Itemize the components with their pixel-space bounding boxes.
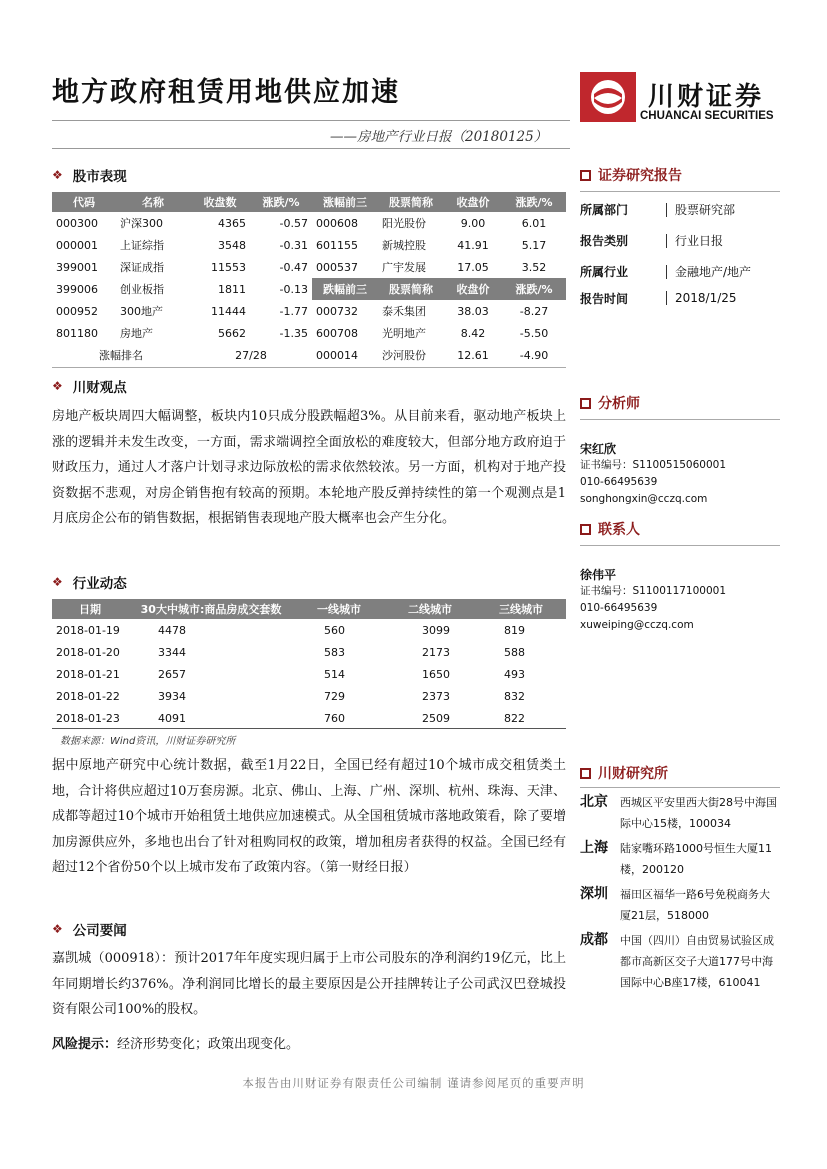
diamond-icon: ❖ [52, 168, 63, 182]
header-rule-bottom [52, 148, 570, 149]
diamond-icon: ❖ [52, 379, 63, 393]
square-icon [580, 170, 591, 181]
table-header-row: 代码 名称 收盘数 涨跌/% 涨幅前三 股票简称 收盘价 涨跌/% [52, 192, 566, 212]
page-title: 地方政府租赁用地供应加速 [52, 77, 400, 108]
contact-panel [580, 519, 780, 634]
table-row: 000300 沪深300 4365 -0.57 000608 阳光股份 9.00 6.01 [56, 216, 547, 230]
analyst-cert: 证书编号：S1100515060001 [580, 459, 727, 471]
divider [580, 545, 780, 546]
market-table-wrap [52, 192, 566, 366]
divider [580, 419, 780, 420]
risk-note: 风险提示：经济形势变化；政策出现变化。 [52, 1037, 300, 1052]
table-row: 000001 上证综指 3548 -0.31 601155 新城控股 41.91 5.17 [56, 238, 547, 252]
divider [580, 191, 780, 192]
company-logo [580, 72, 636, 122]
contact-cert: 证书编号：S1100117100001 [580, 585, 727, 597]
table-row: 2018-01-21 2657 514 1650 493 [56, 667, 525, 681]
city-row-chengdu: 成都 中国（四川）自由贸易试验区成都市高新区交子大道177号中海国际中心B座17楼，610041 [580, 932, 774, 989]
company-paragraph: 嘉凯城（000918）：预计2017年年度实现归属于上市公司股东的净利润约19亿元，比上年同期增长约376%。净利润同比增长的最主要原因是公开挂牌转让子公司武汉巴登城投资有限公司100%的股权。 [52, 951, 566, 1018]
logo-text-en: CHUANCAI SECURITIES [640, 110, 774, 122]
city-row-shenzhen: 深圳 福田区福华一路6号免税商务大厦21层，518000 [580, 886, 770, 922]
diamond-icon: ❖ [52, 575, 63, 589]
section-heading-market: ❖ 股市表现 [52, 168, 127, 185]
city-row-beijing: 北京 西城区平安里西大街28号中海国际中心15楼，100034 [580, 794, 777, 830]
info-row: 所属部门 股票研究部 [580, 202, 736, 217]
table-row: 000952 300地产 11444 -1.77 000732 泰禾集团 38.03 -8.27 [56, 304, 549, 318]
table-row: 涨幅排名 27/28 000014 沙河股份 12.61 -4.90 [99, 348, 549, 362]
table-row: 2018-01-19 4478 560 3099 819 [56, 623, 525, 637]
info-row: 所属行业 金融地产/地产 [580, 264, 752, 279]
square-icon [580, 768, 591, 779]
table-row: 2018-01-23 4091 760 2509 822 [56, 711, 525, 725]
analyst-phone: 010-66495639 [580, 476, 658, 488]
section-heading-company: ❖ 公司要闻 [52, 922, 127, 939]
table-header-row: 日期 30大中城市:商品房成交套数 一线城市 二线城市 三线城市 [52, 599, 566, 619]
city-row-shanghai: 上海 陆家嘴环路1000号恒生大厦11楼，200120 [580, 840, 772, 876]
info-row: 报告时间 2018/1/25 [580, 291, 737, 306]
page-subtitle: ——房地产行业日报（20180125） [330, 129, 548, 145]
table-row: 2018-01-22 3934 729 2373 832 [56, 689, 525, 703]
analyst-name: 宋红欣 [580, 442, 617, 456]
market-table [52, 192, 566, 366]
square-icon [580, 524, 591, 535]
view-paragraph: 房地产板块周四大幅调整，板块内10只成分股跌幅超3%。从目前来看，驱动地产板块上涨的逻辑并未发生改变，一方面，需求端调控全面放松的难度较大，但部分地方政府迫于财政压力，通过人才落户计划寻求边际放松的需求依然较浓。另一方面，机构对于地产投资数据不悲观，对房企销售抱有较高的预期。本轮地产股反弹持续性的第一个观测点是1月底房企公布的销售数据，根据销售表现地产股大概率也会产生分化。 [52, 409, 566, 527]
contact-heading: 联系人 [580, 519, 780, 539]
divider [52, 367, 566, 368]
divider [580, 787, 780, 788]
table-row: 399001 深证成指 11553 -0.47 000537 广宇发展 17.05 3.52 [56, 260, 547, 274]
data-source-note: 数据来源：Wind资讯，川财证券研究所 [60, 736, 236, 747]
footer-disclaimer: 本报告由川财证券有限责任公司编制 谨请参阅尾页的重要声明 [242, 1076, 585, 1090]
contact-phone: 010-66495639 [580, 602, 658, 614]
contact-name: 徐伟平 [580, 568, 617, 582]
section-heading-view: ❖ 川财观点 [52, 379, 127, 396]
header-rule [52, 120, 570, 121]
industry-table [52, 599, 566, 729]
diamond-icon: ❖ [52, 922, 63, 936]
table-row: 399006 创业板指 1811 -0.13 跌幅前三 股票简称 收盘价 涨跌/% [52, 278, 566, 300]
industry-paragraph: 据中原地产研究中心统计数据，截至1月22日，全国已经有超过10个城市成交租赁类土地，合计将供应超过10万套房源。北京、佛山、上海、广州、深圳、杭州、珠海、天津、成都等超过10个城市开始租赁土地供应加速模式。从全国租赁城市落地政策看，除了要增加房源供应外，多地也出台了针对租购同权的政策，增加租房者获得的权益。全国已经有超过12个省份50个以上城市发布了政策内容。（第一财经日报） [52, 758, 566, 876]
industry-table-wrap [52, 599, 566, 729]
institute-heading: 川财研究所 [580, 763, 780, 783]
analyst-heading: 分析师 [580, 393, 780, 413]
report-heading: 证券研究报告 [580, 165, 780, 185]
info-row: 报告类别 行业日报 [580, 233, 724, 248]
logo-text-cn: 川财证券 [648, 82, 765, 112]
table-row: 801180 房地产 5662 -1.35 600708 光明地产 8.42 -5.50 [56, 326, 549, 340]
institute-panel [580, 763, 780, 993]
section-heading-industry: ❖ 行业动态 [52, 575, 127, 592]
analyst-panel [580, 393, 780, 508]
report-info-panel [580, 165, 780, 309]
square-icon [580, 398, 591, 409]
table-row: 2018-01-20 3344 583 2173 588 [56, 645, 525, 659]
analyst-email[interactable]: songhongxin@cczq.com [580, 493, 708, 505]
divider [52, 728, 566, 729]
contact-email[interactable]: xuweiping@cczq.com [580, 619, 694, 631]
